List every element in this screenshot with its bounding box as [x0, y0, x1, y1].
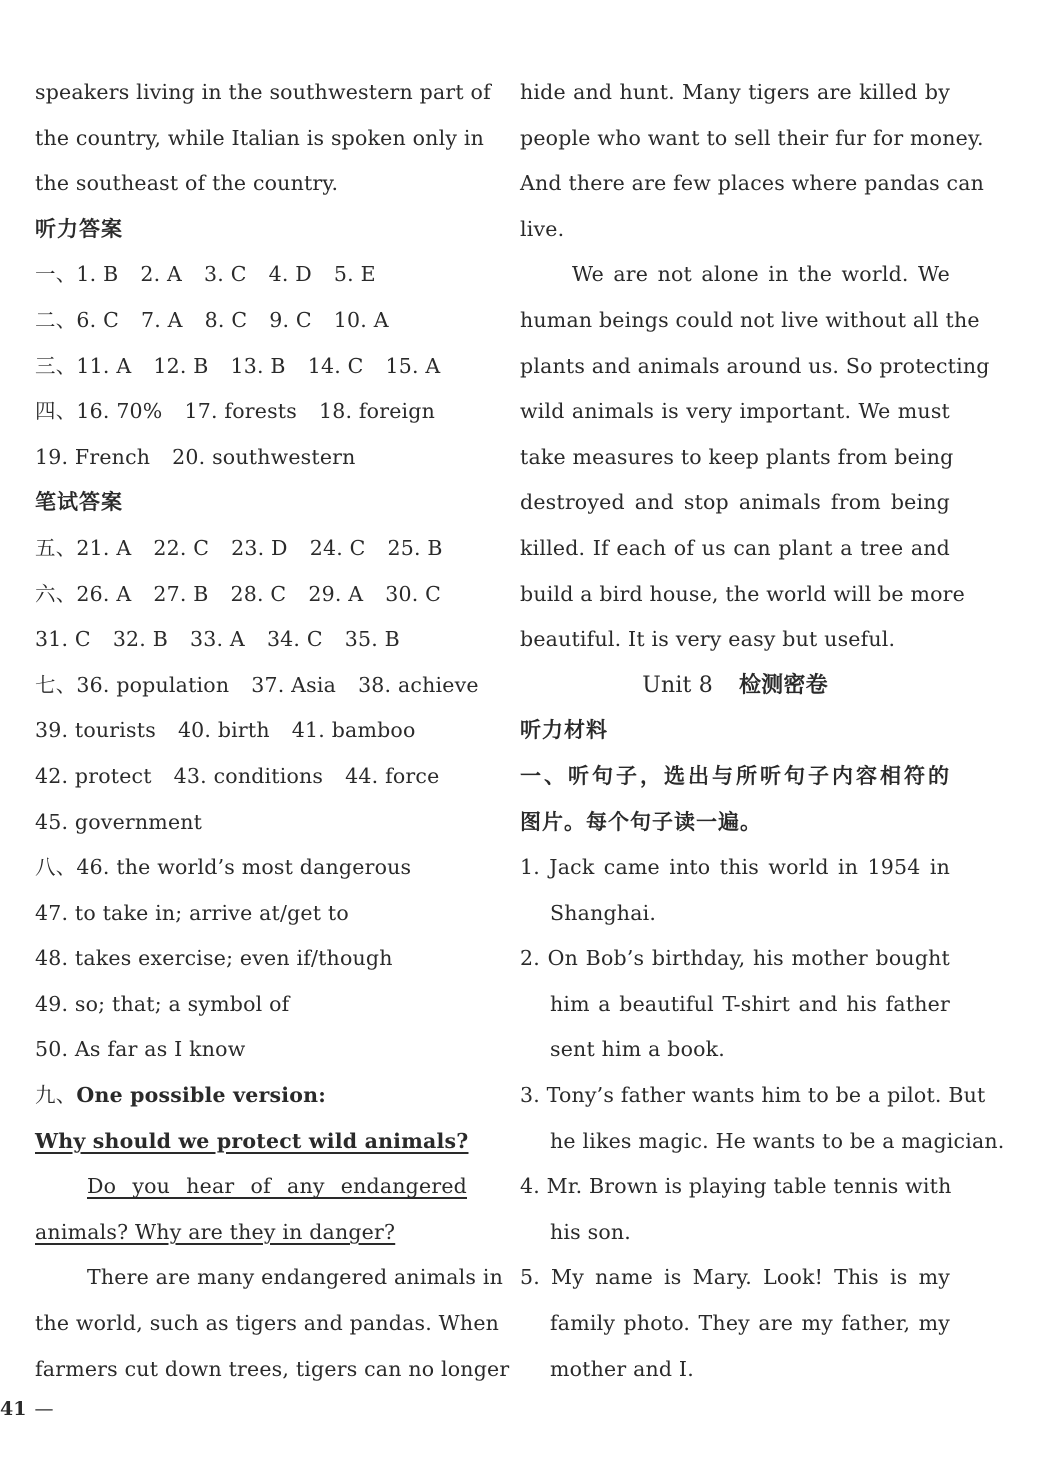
answer: 34. C: [266, 627, 323, 652]
answer: 六、26. A: [35, 581, 132, 606]
text-line: plants and animals around us. So protecting: [520, 353, 990, 378]
answer-line: 50. As far as I know: [35, 1037, 246, 1062]
answer: 29. A: [308, 581, 364, 606]
list-item: 5. My name is Mary. Look! This is my: [520, 1265, 950, 1290]
text-line: human beings could not live without all the: [520, 307, 980, 332]
answer: 39. tourists: [35, 718, 156, 743]
answer-line: 48. takes exercise; even if/though: [35, 946, 393, 971]
answer: 30. C: [385, 581, 442, 606]
answer: 7. A: [140, 307, 183, 332]
text-line: live.: [520, 216, 565, 241]
answer-row: [35, 344, 467, 390]
page-number-dash: —: [34, 1398, 54, 1420]
section-nine-text: One possible version:: [76, 1083, 326, 1108]
list-item-cont: Shanghai.: [550, 900, 657, 925]
answer: 一、1. B: [35, 262, 119, 287]
answer: 七、36. population: [35, 672, 230, 697]
answer: 37. Asia: [251, 672, 337, 697]
answer-row: [35, 435, 467, 481]
answer: 41. bamboo: [291, 718, 416, 743]
text-line: hide and hunt. Many tigers are killed by: [520, 80, 950, 104]
section-heading: 图片。每个句子读一遍。: [520, 809, 762, 834]
answer-row: [35, 572, 467, 618]
answer-row: [35, 754, 467, 800]
answer: 43. conditions: [173, 763, 324, 788]
listening-materials-heading: 听力材料: [520, 718, 608, 743]
text-line: build a bird house, the world will be more: [520, 581, 965, 606]
list-item-cont: mother and I.: [550, 1356, 694, 1381]
answer-line: 47. to take in; arrive at/get to: [35, 900, 349, 925]
text-line: the country, while Italian is spoken only in: [35, 125, 484, 150]
answer: 22. C: [153, 535, 210, 560]
answer-row: [35, 617, 467, 663]
answer: 三、11. A: [35, 353, 132, 378]
text-line: Do you hear of any endangered: [87, 1174, 467, 1199]
answer: 23. D: [231, 535, 288, 560]
answer-line: 49. so; that; a symbol of: [35, 991, 290, 1016]
answer: 14. C: [307, 353, 364, 378]
text-line: the southeast of the country.: [35, 171, 339, 196]
text-line: animals? Why are they in danger?: [35, 1219, 396, 1244]
answer: 3. C: [204, 262, 247, 287]
unit-title: [520, 663, 950, 709]
answer: 10. A: [333, 307, 389, 332]
answer: 28. C: [230, 581, 287, 606]
text-line: farmers cut down trees, tigers can no longer: [35, 1356, 510, 1381]
answer: 38. achieve: [358, 672, 479, 697]
answer-row: [35, 526, 467, 572]
text-line: destroyed and stop animals from being: [520, 490, 950, 515]
answer: 24. C: [309, 535, 366, 560]
section-nine-label: [35, 1073, 467, 1119]
answer-line: 八、46. the world’s most dangerous: [35, 855, 412, 880]
answer: 四、16. 70%: [35, 399, 163, 424]
text-line: We are not alone in the world. We: [572, 262, 950, 287]
text-line: wild animals is very important. We must: [520, 399, 950, 424]
list-item: 3. Tony’s father wants him to be a pilot. But: [520, 1083, 986, 1108]
answer: 15. A: [385, 353, 441, 378]
list-item: 4. Mr. Brown is playing table tennis with: [520, 1174, 952, 1199]
list-item-cont: him a beautiful T-shirt and his father: [550, 991, 950, 1016]
answer: 8. C: [204, 307, 248, 332]
text-line: And there are few places where pandas can: [520, 171, 985, 196]
answer: 20. southwestern: [172, 444, 356, 469]
answer: 17. forests: [184, 399, 297, 424]
answer: 19. French: [35, 444, 151, 469]
text-line: the world, such as tigers and pandas. When: [35, 1311, 500, 1336]
list-item-cont: family photo. They are my father, my: [550, 1311, 950, 1336]
text-line: speakers living in the southwestern part of: [35, 80, 491, 104]
answer: 13. B: [230, 353, 286, 378]
answer: 35. B: [344, 627, 400, 652]
answer: 44. force: [345, 763, 440, 788]
text-line: beautiful. It is very easy but useful.: [520, 627, 896, 652]
text-line: killed. If each of us can plant a tree and: [520, 535, 950, 560]
answer: 二、6. C: [35, 307, 119, 332]
answer-row: [35, 389, 467, 435]
listening-answers-heading: 听力答案: [35, 216, 123, 241]
answer-row: [35, 298, 467, 344]
answer-row: [35, 663, 479, 709]
answer: 12. B: [153, 353, 209, 378]
answer: 4. D: [268, 262, 312, 287]
answer: 31. C: [35, 627, 91, 652]
answer: 45. government: [35, 809, 203, 834]
page-number-value: 41: [0, 1398, 27, 1420]
answer-row: [35, 252, 467, 298]
list-item-cont: sent him a book.: [550, 1037, 726, 1062]
list-item-cont: his son.: [550, 1219, 631, 1244]
list-item-cont: he likes magic. He wants to be a magician.: [550, 1128, 1005, 1153]
answer-row: [35, 800, 467, 846]
written-answers-heading: 笔试答案: [35, 490, 123, 515]
answer: 五、21. A: [35, 535, 132, 560]
section-heading: 一、听句子，选出与所听句子内容相符的: [520, 763, 950, 788]
answer: 2. A: [140, 262, 183, 287]
answer: 33. A: [190, 627, 245, 652]
text-line: There are many endangered animals in: [87, 1265, 503, 1290]
answer: 9. C: [269, 307, 312, 332]
unit-number: Unit 8: [642, 672, 713, 698]
list-item: 2. On Bob’s birthday, his mother bought: [520, 946, 950, 971]
answer: 18. foreign: [318, 399, 436, 424]
answer-row: [35, 708, 467, 754]
unit-subtitle: 检测密卷: [738, 672, 828, 698]
answer: 42. protect: [35, 763, 152, 788]
section-nine-prefix: 九、: [35, 1083, 77, 1108]
page-number: [0, 1398, 53, 1420]
essay-title: Why should we protect wild animals?: [35, 1128, 469, 1153]
left-column: [35, 70, 510, 1392]
answer: 5. E: [333, 262, 376, 287]
answer: 32. B: [112, 627, 168, 652]
text-line: people who want to sell their fur for money.: [520, 125, 984, 150]
answer: 25. B: [387, 535, 443, 560]
list-item: 1. Jack came into this world in 1954 in: [520, 855, 950, 880]
answer: 27. B: [153, 581, 209, 606]
answer: 40. birth: [177, 718, 270, 743]
right-column: [520, 70, 1005, 1392]
text-line: take measures to keep plants from being: [520, 444, 954, 469]
